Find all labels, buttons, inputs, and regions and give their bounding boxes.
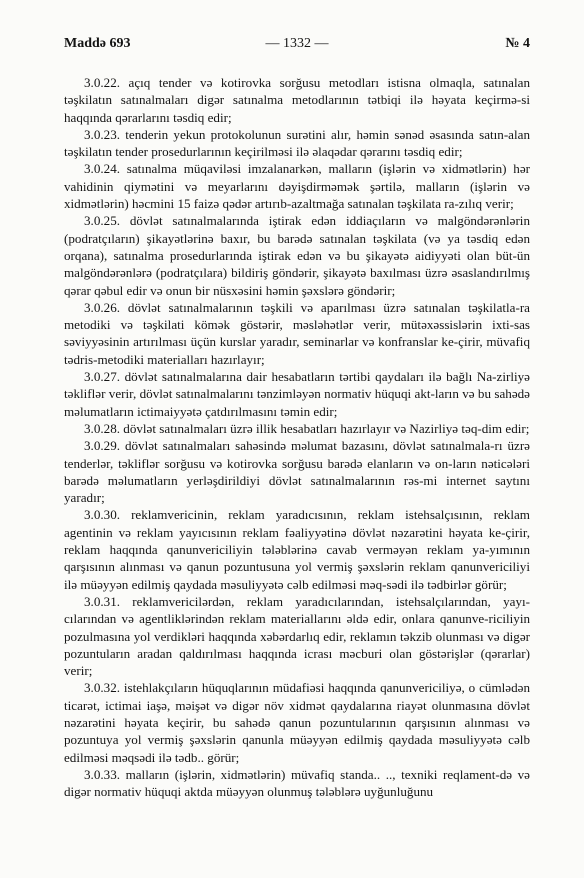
clause-3-0-23: 3.0.23. tenderin yekun protokolunun surətini alır, həmin sənəd əsasında satın-alan təşkilatın tender prosedurlarının keçirilməsi ilə əlaqədar qərarını təsdiq edir; [64,126,530,160]
document-body [64,74,530,800]
clause-3-0-27: 3.0.27. dövlət satınalmalarına dair hesabatların tərtibi qaydaları ilə bağlı Na-zirliyə təkliflər verir, dövlət satınalmalarını tənzimləyən normativ hüquqi akt-ların və bu sahədə məlumatların ictimaiyyətə çatdırılmasını təmin edir; [64,369,530,419]
clause-3-0-28: 3.0.28. dövlət satınalmaları üzrə illik hesabatları hazırlayır və Nazirliyə təq-dim edir; [84,420,530,436]
clause-3-0-24: 3.0.24. satınalma müqaviləsi imzalanarkən, malların (işlərin və xidmətlərin) hər vahidinin qiymətini və meyarlarını dəyişdirməmək şərtilə, malların (işlərin və xidmətlərin) həcmini 15 faizə qədər artırıb-azaltmağa satınalan təşkilata ra-zılıq verir; [64,161,530,212]
page-header [64,36,530,56]
clause-3-0-29: 3.0.29. dövlət satınalmaları sahəsində məlumat bazasını, dövlət satınalmala-rı üzrə tenderlər, təkliflər sorğusu və kotirovka sorğusu barədə elanların və on-ların nəticələri barədə məlumatların yerləşdirildiyi dövlət satınalmalarının rəs-mi internet saytını yaradır; [64,438,530,506]
clause-3-0-31: 3.0.31. reklamvericilərdən, reklam yaradıcılarından, istehsalçılarından, yayı-cılarından və agentliklərindən reklam materiallarını əldə edir, onlara qanunve-riciliyin pozulmasına yol verdikləri haqqında xəbərdarlıq edir, reklamın təkzib olunması və digər pozuntuların aradan qaldırılması haqqında icrası məcburi olan göstərişlər (qərarlar) verir; [64,593,530,679]
clause-3-0-33: 3.0.33. malların (işlərin, xidmətlərin) müvafiq standa.. .., texniki reqlament-də və digər normativ hüquqi aktda müəyyən olunmuş tələblərə uyğunluğunu [64,766,530,800]
clause-3-0-32: 3.0.32. istehlakçıların hüquqlarının müdafiəsi haqqında qanunvericiliyə, o cümlədən ticarət, ictimai iaşə, məişət və digər növ xidmət qaydalarına riayət olunmasına dövlət nəzarətini həyata keçirir, bu sahədə qanun pozuntularının qarşısının alınması və pozuntuya yol vermiş şəxslərin qanunla müəyyən edilmiş qaydada məsuliyyətə cəlb edilməsi məqsədi ilə tədb.. görür; [64,680,530,765]
clause-3-0-25: 3.0.25. dövlət satınalmalarında iştirak edən iddiaçıların və malgöndərənlərin (podratçıların) şikayətlərinə baxır, bu barədə satınalan təşkilata (və ya təsdiq edən orqana), satınalma prosedurlarında iştirak edən və bu şikayətə aidiyyəti olan büt-ün malgöndərənlərə (podratçılara) bildiriş göndərir, şikayətə baxılması üzrə əsaslandırılmış qərar qəbul edir və onun bir nüsxəsini həmin şəxslərə göndərir; [64,213,530,298]
clause-3-0-22: 3.0.22. açıq tender və kotirovka sorğusu metodları istisna olmaqla, satınalan təşkilatın satınalmaları digər satınalma metodlarının tətbiqi ilə həyata keçirmə-si haqqında qərarlarını təsdiq edir; [64,75,530,125]
clause-3-0-26: 3.0.26. dövlət satınalmalarının təşkili və aparılması üzrə satınalan təşkilatla-ra metodiki və təşkilati kömək göstərir, məsləhətlər verir, mütəxəssislərin ixti-sas səviyyəsinin artırılması üçün kurslar yaradır, seminarlar və konfranslar ke-çirir, müvafiq tədris-metodiki materialları hazırlayır; [64,299,530,367]
issue-number: № 4 [505,36,530,51]
article-number: Maddə 693 [64,36,131,51]
clause-3-0-30: 3.0.30. reklamvericinin, reklam yaradıcısının, reklam istehsalçısının, reklam agentinin və reklam yayıcısının reklam fəaliyyətinə dövlət nəzarətini həyata ke-çirir, reklam haqqında qanunvericiliyin tələblərinə cavab verməyən reklam ya-yımının qarşısının alınması və qanun pozuntusuna yol vermiş şəxslərin reklam qanunvericiliyi ilə müəyyən edilmiş qaydada məsuliyyətə cəlb edilməsi məq-sədi ilə tədbirlər görür; [64,507,530,592]
page-number: — 1332 — [265,36,329,51]
